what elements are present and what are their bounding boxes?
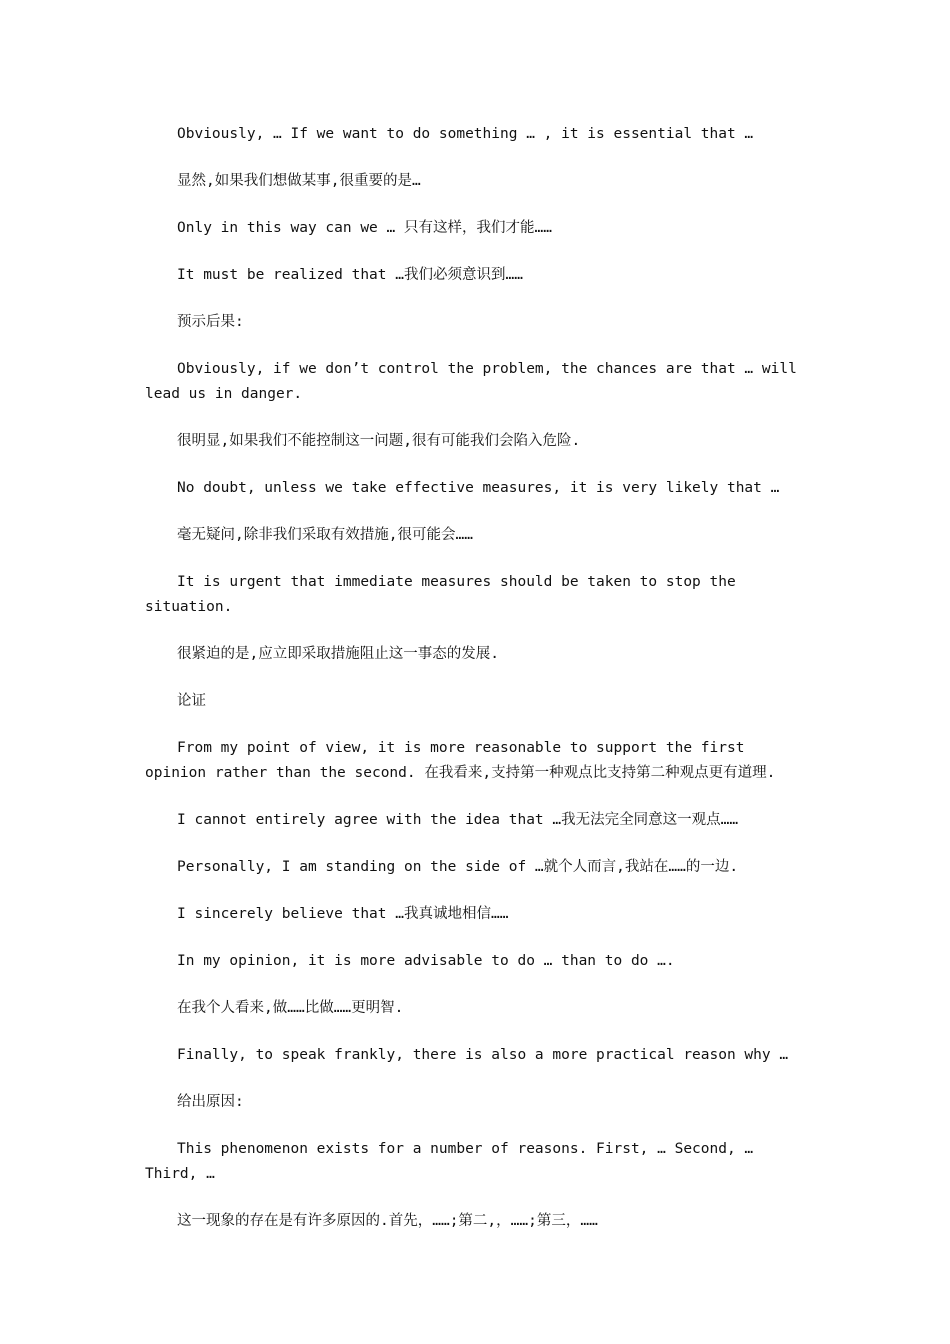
text-paragraph: 在我个人看来,做……比做……更明智. xyxy=(177,1000,404,1016)
text-paragraph: Obviously, … If we want to do something … , it is essential that … xyxy=(177,126,754,142)
text-paragraph: No doubt, unless we take effective measures, it is very likely that … xyxy=(177,480,780,496)
section-heading: 给出原因: xyxy=(177,1094,244,1110)
section-heading: 论证 xyxy=(177,693,206,709)
text-paragraph: It must be realized that …我们必须意识到…… xyxy=(177,267,523,283)
text-paragraph: I cannot entirely agree with the idea that …我无法完全同意这一观点…… xyxy=(177,812,739,828)
text-paragraph: 很明显,如果我们不能控制这一问题,很有可能我们会陷入危险. xyxy=(177,433,581,449)
text-paragraph: It is urgent that immediate measures should be taken to stop the situation. xyxy=(145,574,736,615)
text-paragraph: In my opinion, it is more advisable to do … than to do …. xyxy=(177,953,675,969)
text-paragraph: 很紧迫的是,应立即采取措施阻止这一事态的发展. xyxy=(177,646,499,662)
text-paragraph: 毫无疑问,除非我们采取有效措施,很可能会…… xyxy=(177,527,473,543)
document-body xyxy=(145,122,807,1256)
text-paragraph: 这一现象的存在是有许多原因的.首先，……;第二,，……;第三，…… xyxy=(177,1213,598,1229)
text-paragraph: This phenomenon exists for a number of reasons. First, … Second, … Third, … xyxy=(145,1141,754,1182)
text-paragraph: 显然,如果我们想做某事,很重要的是… xyxy=(177,173,421,189)
text-paragraph: Finally, to speak frankly, there is also a more practical reason why … xyxy=(177,1047,789,1063)
text-paragraph: From my point of view, it is more reasonable to support the first opinion rather than the second. 在我看来,支持第一种观点比支持第二种观点更有道理. xyxy=(145,740,776,781)
text-paragraph: Obviously, if we don’t control the problem, the chances are that … will lead us in danger. xyxy=(145,361,797,402)
section-heading: 预示后果: xyxy=(177,314,244,330)
text-paragraph: Only in this way can we … 只有这样，我们才能…… xyxy=(177,220,552,236)
text-paragraph: Personally, I am standing on the side of …就个人而言,我站在……的一边. xyxy=(177,859,739,875)
text-paragraph: I sincerely believe that …我真诚地相信…… xyxy=(177,906,509,922)
